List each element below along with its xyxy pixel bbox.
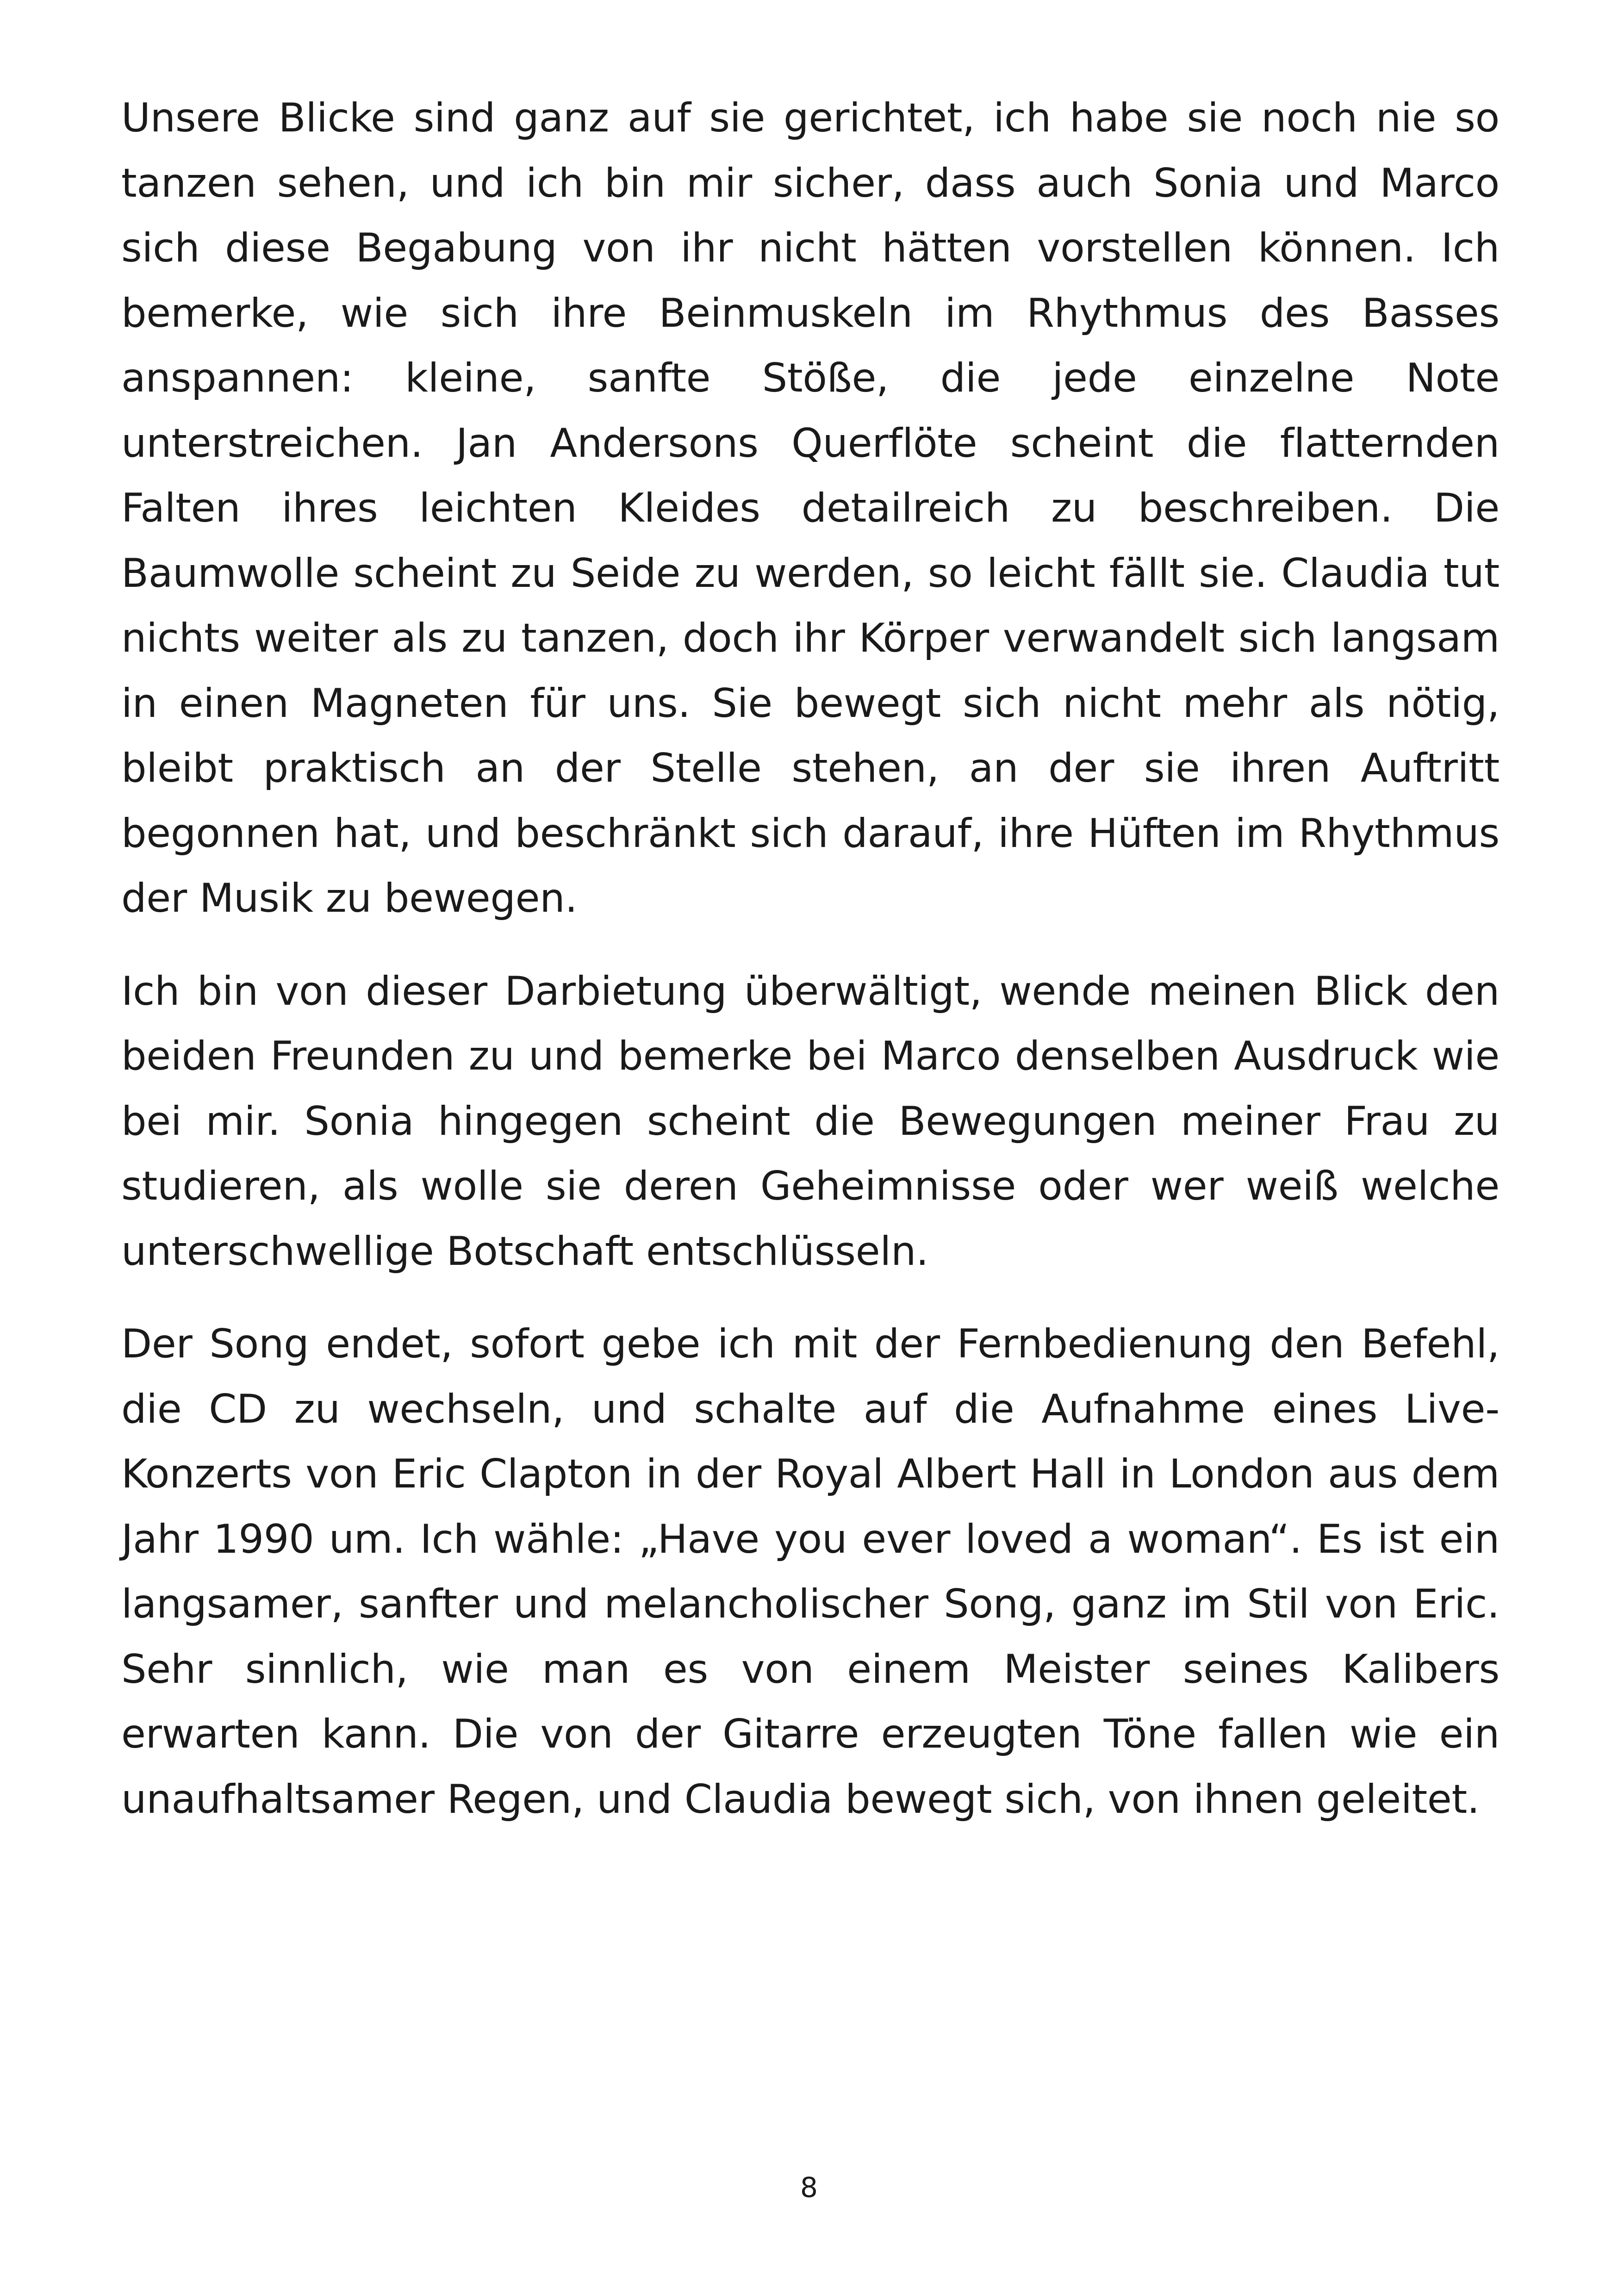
page-number: 8 xyxy=(800,2172,818,2204)
paragraph-3: Der Song endet, sofort gebe ich mit der Fernbedienung den Befehl, die CD zu wechseln, und schalte auf die Aufnahme eines Live-Konzerts von Eric Clapton in der Royal Albert Hall in London aus dem Jahr 1990 um. Ich wähle: „Have you ever loved a woman“. Es ist ein langsamer, sanfter und melancholischer Song, ganz im Stil von Eric. Sehr sinnlich, wie man es von einem Meister seines Kalibers erwarten kann. Die von der Gitarre erzeugten Töne fallen wie ein unaufhaltsamer Regen, und Claudia bewegt sich, von ihnen geleitet. xyxy=(121,1321,1500,1823)
paragraph-2: Ich bin von dieser Darbietung überwältigt, wende meinen Blick den beiden Freunden zu und bemerke bei Marco denselben Ausdruck wie bei mir. Sonia hingegen scheint die Bewegungen meiner Frau zu studieren, als wolle sie deren Geheimnisse oder wer weiß welche unterschwellige Botschaft entschlüsseln. xyxy=(121,968,1500,1275)
body-text xyxy=(121,86,1500,1860)
paragraph-1: Unsere Blicke sind ganz auf sie gerichtet, ich habe sie noch nie so tanzen sehen, und ich bin mir sicher, dass auch Sonia und Marco sich diese Begabung von ihr nicht hätten vorstellen können. Ich bemerke, wie sich ihre Beinmuskeln im Rhythmus des Basses anspannen: kleine, sanfte Stöße, die jede einzelne Note unterstreichen. Jan Andersons Querflöte scheint die flatternden Falten ihres leichten Kleides detailreich zu beschreiben. Die Baumwolle scheint zu Seide zu werden, so leicht fällt sie. Claudia tut nichts weiter als zu tanzen, doch ihr Körper verwandelt sich langsam in einen Magneten für uns. Sie bewegt sich nicht mehr als nötig, bleibt praktisch an der Stelle stehen, an der sie ihren Auftritt begonnen hat, und beschränkt sich darauf, ihre Hüften im Rhythmus der Musik zu bewegen. xyxy=(121,95,1500,921)
